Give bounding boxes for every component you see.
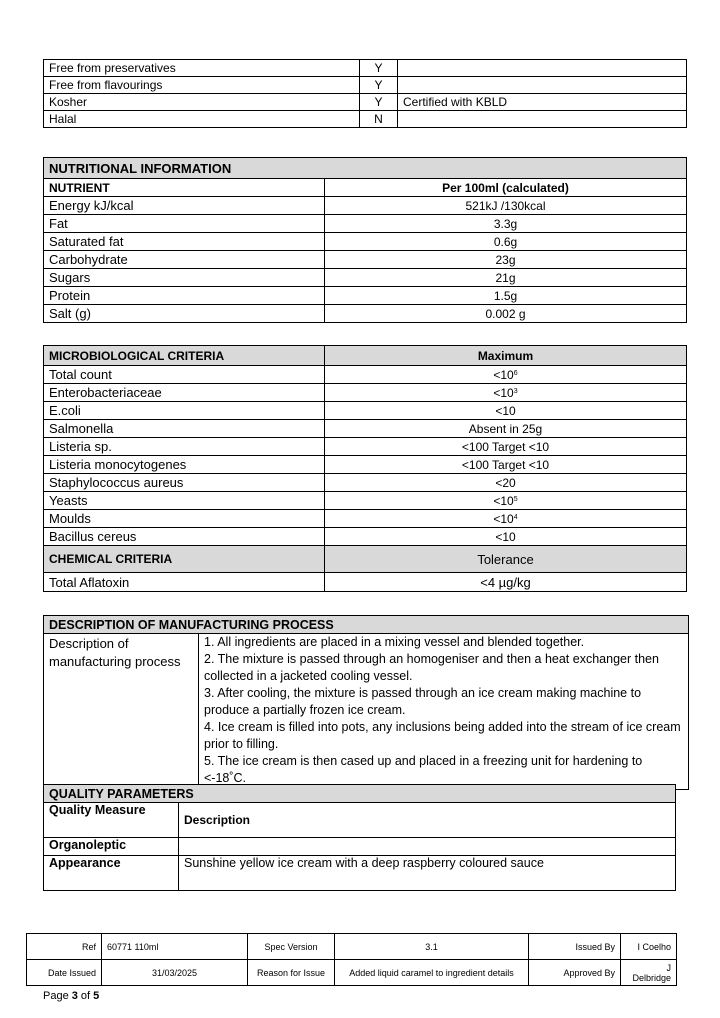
process-step: 3. After cooling, the mixture is passed through an ice cream making machine to produce a partially frozen ice cream. — [204, 686, 642, 717]
micro-value — [325, 456, 687, 474]
nutrient-row — [44, 233, 687, 251]
flag-note — [398, 60, 687, 77]
nutrition-title: NUTRITIONAL INFORMATION — [44, 158, 687, 179]
nutrient-value: 23g — [325, 251, 687, 269]
approved-by-label: Approved By — [529, 960, 621, 986]
per-100ml-col-header: Per 100ml (calculated) — [325, 179, 687, 197]
process-label: Description of manufacturing process — [44, 634, 199, 790]
micro-value-base: <10 — [493, 511, 514, 526]
spec-version-label: Spec Version — [248, 934, 335, 960]
approved-by-value: J Delbridge — [621, 960, 677, 986]
flag-label: Free from flavourings — [44, 77, 360, 94]
micro-name: Salmonella — [44, 420, 325, 438]
micro-value — [325, 384, 687, 402]
nutrient-row — [44, 269, 687, 287]
flag-note — [398, 77, 687, 94]
nutrient-col-header: NUTRIENT — [44, 179, 325, 197]
micro-value-base: <20 — [495, 475, 516, 490]
nutrient-name: Fat — [44, 215, 325, 233]
flag-note: Certified with KBLD — [398, 94, 687, 111]
flag-note — [398, 111, 687, 128]
ref-value: 60771 110ml — [102, 934, 248, 960]
chemical-row — [44, 573, 687, 592]
issued-by-label: Issued By — [529, 934, 621, 960]
micro-value-base: <10 — [495, 529, 516, 544]
flag-label: Free from preservatives — [44, 60, 360, 77]
micro-name: Bacillus cereus — [44, 528, 325, 546]
micro-value — [325, 510, 687, 528]
nutrient-name: Energy kJ/kcal — [44, 197, 325, 215]
ref-label: Ref — [27, 934, 102, 960]
micro-row — [44, 420, 687, 438]
micro-name: Staphylococcus aureus — [44, 474, 325, 492]
micro-value — [325, 438, 687, 456]
quality-measure-header: Quality Measure — [44, 803, 179, 838]
quality-row — [44, 856, 676, 891]
nutrient-value: 3.3g — [325, 215, 687, 233]
nutrient-row — [44, 305, 687, 323]
process-step: 4. Ice cream is filled into pots, any inclusions being added into the stream of ice cream prior to filling. — [204, 720, 681, 751]
nutrient-value: 0.002 g — [325, 305, 687, 323]
nutrient-name: Carbohydrate — [44, 251, 325, 269]
micro-row — [44, 366, 687, 384]
quality-description — [179, 838, 676, 856]
chemical-name: Total Aflatoxin — [44, 573, 325, 592]
nutrient-value: 21g — [325, 269, 687, 287]
micro-value-exponent: 5 — [513, 495, 518, 503]
micro-value-base: <10 — [493, 367, 514, 382]
micro-title: MICROBIOLOGICAL CRITERIA — [44, 346, 325, 366]
dietary-flags-table — [43, 59, 687, 128]
nutrient-name: Protein — [44, 287, 325, 305]
flag-row — [44, 94, 687, 111]
nutrient-value: 1.5g — [325, 287, 687, 305]
manufacturing-process-table — [43, 615, 689, 790]
quality-parameters-table — [43, 784, 676, 891]
chemical-title: CHEMICAL CRITERIA — [44, 546, 325, 573]
micro-row — [44, 402, 687, 420]
micro-row — [44, 510, 687, 528]
description-header: Description — [179, 803, 676, 838]
micro-value-exponent: 4 — [513, 513, 518, 521]
micro-value-base: <100 Target <10 — [461, 457, 550, 472]
tolerance-col-header: Tolerance — [325, 546, 687, 573]
process-steps — [199, 634, 689, 790]
micro-value — [325, 420, 687, 438]
micro-value-base: <100 Target <10 — [461, 439, 550, 454]
maximum-col-header: Maximum — [325, 346, 687, 366]
micro-value-base: <10 — [493, 493, 514, 508]
document-control-footer — [26, 933, 677, 986]
micro-name: Listeria monocytogenes — [44, 456, 325, 474]
micro-row — [44, 474, 687, 492]
issued-by-value: I Coelho — [621, 934, 677, 960]
nutrient-row — [44, 287, 687, 305]
process-step: 1. All ingredients are placed in a mixing vessel and blended together. — [204, 635, 585, 649]
micro-value-exponent: 3 — [513, 387, 518, 395]
page-number: Page 3 of 5 — [43, 990, 100, 1002]
flag-value: Y — [360, 94, 398, 111]
process-step: 5. The ice cream is then cased up and placed in a freezing unit for hardening to <-18˚C. — [204, 754, 643, 785]
micro-name: Listeria sp. — [44, 438, 325, 456]
quality-row — [44, 838, 676, 856]
micro-row — [44, 492, 687, 510]
nutrient-value: 521kJ /130kcal — [325, 197, 687, 215]
nutrient-row — [44, 251, 687, 269]
process-step: 2. The mixture is passed through an homogeniser and then a heat exchanger then collected in a jacketed cooling vessel. — [204, 652, 659, 683]
microbiological-table — [43, 345, 687, 592]
flag-label: Halal — [44, 111, 360, 128]
date-issued-label: Date Issued — [27, 960, 102, 986]
quality-measure: Organoleptic — [44, 838, 179, 856]
date-issued-value: 31/03/2025 — [102, 960, 248, 986]
flag-value: Y — [360, 77, 398, 94]
micro-row — [44, 456, 687, 474]
process-title: DESCRIPTION OF MANUFACTURING PROCESS — [44, 616, 689, 634]
nutrition-table — [43, 157, 687, 323]
micro-name: E.coli — [44, 402, 325, 420]
micro-value — [325, 492, 687, 510]
nutrient-name: Sugars — [44, 269, 325, 287]
micro-value — [325, 528, 687, 546]
flag-row — [44, 60, 687, 77]
micro-name: Yeasts — [44, 492, 325, 510]
micro-name: Total count — [44, 366, 325, 384]
quality-description: Sunshine yellow ice cream with a deep raspberry coloured sauce — [179, 856, 676, 891]
spec-version-value: 3.1 — [335, 934, 529, 960]
flag-row — [44, 111, 687, 128]
quality-measure: Appearance — [44, 856, 179, 891]
flag-label: Kosher — [44, 94, 360, 111]
micro-name: Moulds — [44, 510, 325, 528]
flag-value: N — [360, 111, 398, 128]
micro-row — [44, 528, 687, 546]
reason-label: Reason for Issue — [248, 960, 335, 986]
nutrient-row — [44, 215, 687, 233]
micro-value-base: <10 — [493, 385, 514, 400]
nutrient-row — [44, 197, 687, 215]
nutrient-value: 0.6g — [325, 233, 687, 251]
nutrient-name: Salt (g) — [44, 305, 325, 323]
micro-name: Enterobacteriaceae — [44, 384, 325, 402]
micro-value — [325, 366, 687, 384]
nutrient-name: Saturated fat — [44, 233, 325, 251]
reason-value: Added liquid caramel to ingredient details — [335, 960, 529, 986]
micro-value-base: Absent in 25g — [468, 421, 543, 436]
flag-value: Y — [360, 60, 398, 77]
flag-row — [44, 77, 687, 94]
micro-value — [325, 402, 687, 420]
quality-title: QUALITY PARAMETERS — [44, 785, 676, 803]
micro-value-exponent: 6 — [513, 369, 518, 377]
micro-value-base: <10 — [495, 403, 516, 418]
micro-row — [44, 438, 687, 456]
micro-value — [325, 474, 687, 492]
micro-row — [44, 384, 687, 402]
chemical-value: <4 µg/kg — [325, 573, 687, 592]
